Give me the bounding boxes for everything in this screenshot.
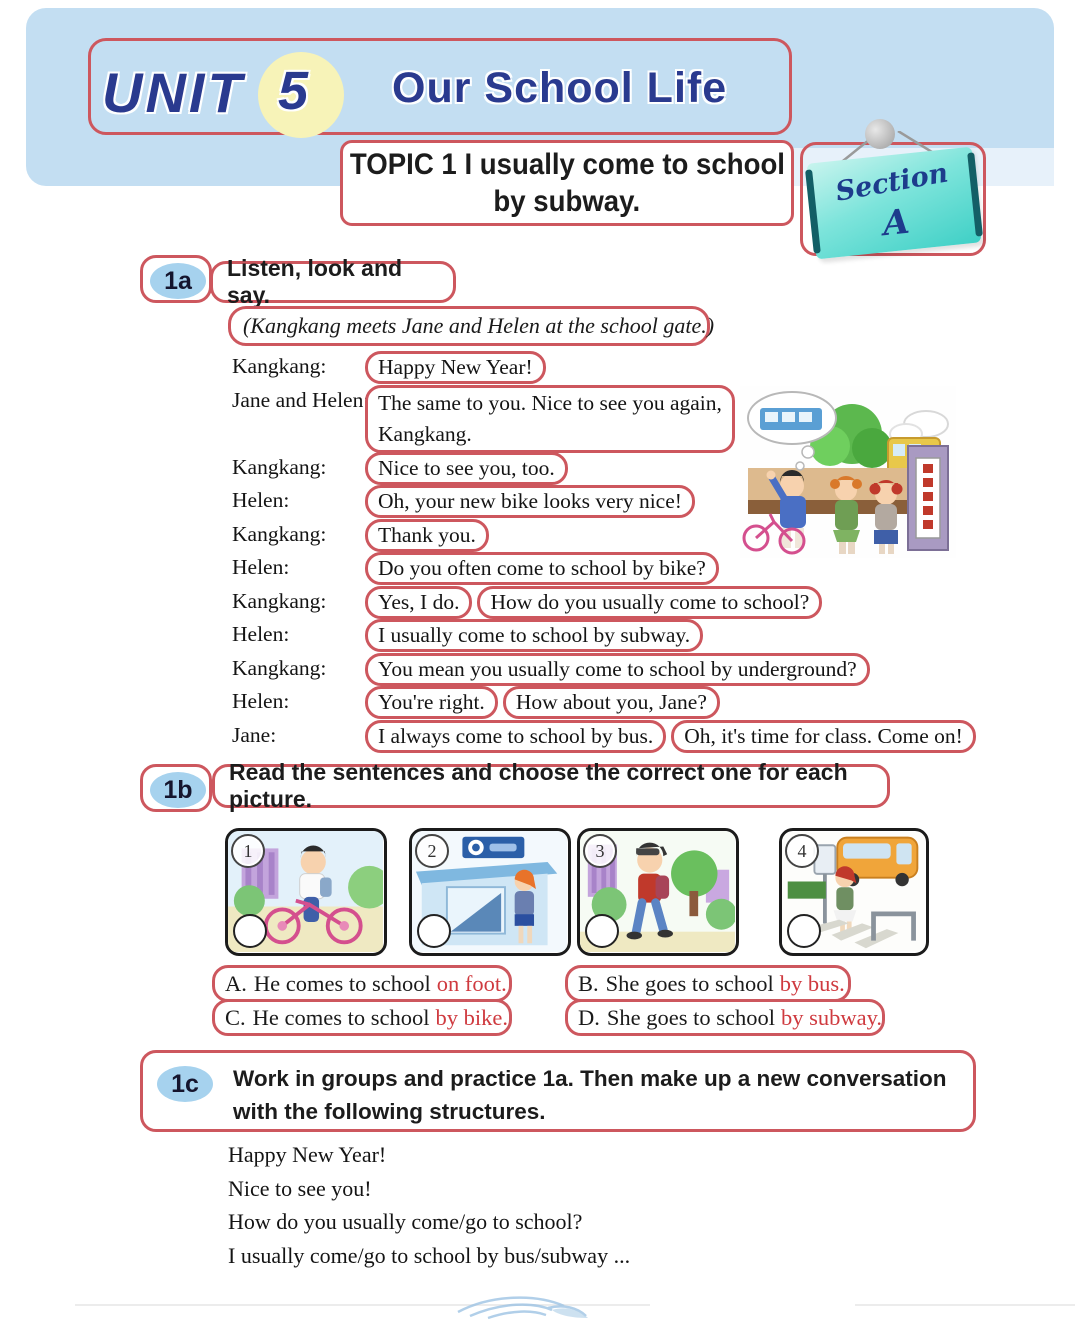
speaker-name: Kangkang:	[232, 655, 327, 680]
picture-3-answer-circle[interactable]	[585, 914, 619, 948]
speaker-name: Helen:	[232, 555, 290, 579]
unit-title: Our School Life	[392, 64, 728, 112]
option-b-label: B.	[578, 970, 599, 996]
stage-direction: (Kangkang meets Jane and Helen at the school gate.)	[243, 313, 715, 338]
section-1c-annotation-box	[140, 1050, 976, 1132]
option-b-text: She goes to school	[605, 970, 774, 996]
speech-annotation-box: Happy New Year!	[365, 351, 546, 384]
footer-rule-right	[855, 1304, 1075, 1306]
heading-1a-box	[210, 255, 456, 308]
speech-annotation-box: Nice to see you, too.	[365, 452, 568, 485]
badge-1b: 1b	[150, 772, 206, 808]
section-word: Section	[833, 157, 951, 208]
option-d-highlight: by subway.	[781, 1004, 883, 1030]
badge-1a-annotation-box	[140, 255, 212, 303]
speech-annotation-box: I usually come to school by subway.	[365, 619, 703, 652]
heading-1b: Read the sentences and choose the correct one for each picture.	[229, 759, 848, 812]
dialogue-line	[232, 619, 992, 653]
topic-annotation-box	[340, 140, 794, 226]
badge-1b-annotation-box	[140, 764, 212, 812]
structure-list	[228, 1142, 630, 1276]
speech-annotation-box: Yes, I do.	[365, 586, 472, 619]
option-a-label: A.	[225, 970, 247, 996]
picture-1-number: 1	[231, 834, 265, 868]
structure-item: Happy New Year!	[228, 1142, 387, 1167]
speaker-name: Kangkang:	[232, 354, 327, 378]
picture-1	[225, 828, 387, 956]
dialogue-line	[232, 686, 992, 720]
unit-number: 5	[278, 61, 309, 121]
speaker-name: Jane:	[232, 722, 277, 747]
picture-4	[779, 828, 929, 956]
option-d-text: She goes to school	[606, 1004, 775, 1030]
pin-icon	[865, 119, 895, 149]
dialogue-line	[232, 720, 992, 754]
stage-direction-box	[228, 306, 715, 346]
heading-1b-box	[212, 759, 890, 812]
structure-item: How do you usually come/go to school?	[228, 1209, 583, 1234]
structure-item: Nice to see you!	[228, 1175, 372, 1201]
speech-annotation-box: Oh, your new bike looks very nice!	[365, 485, 695, 518]
option-d	[565, 999, 885, 1036]
speech-annotation-box: How do you usually come to school?	[477, 586, 822, 619]
school-gate-illustration	[740, 386, 956, 558]
section-a-sign	[806, 147, 981, 260]
option-c-label: C.	[225, 1004, 246, 1030]
speech-annotation-box: I always come to school by bus.	[365, 720, 666, 753]
option-c-highlight: by bike.	[435, 1004, 508, 1030]
topic-title-line1: TOPIC 1 I usually come to school	[349, 148, 785, 181]
option-a-text: He comes to school	[253, 970, 431, 996]
picture-3-number: 3	[583, 834, 617, 868]
dialogue-line	[232, 586, 992, 620]
topic-title-line2: by subway.	[493, 185, 641, 218]
section-a-annotation-box	[800, 142, 986, 256]
heading-1c: Work in groups and practice 1a. Then make up a new conversation with the following structures.	[233, 1066, 947, 1124]
option-a-highlight: on foot.	[436, 970, 507, 996]
speaker-name: Kangkang:	[232, 454, 327, 479]
speech-annotation-box: You mean you usually come to school by underground?	[365, 653, 870, 686]
picture-4-answer-circle[interactable]	[787, 914, 821, 948]
speaker-name: Helen:	[232, 622, 290, 646]
option-d-label: D.	[578, 1004, 600, 1030]
speaker-name: Jane and Helen:	[232, 387, 370, 412]
structure-item: I usually come/go to school by bus/subway ...	[228, 1242, 631, 1268]
dialogue-line	[232, 653, 992, 687]
dialogue-line	[232, 351, 992, 385]
badge-1c: 1c	[157, 1066, 213, 1102]
speech-annotation-box: Oh, it's time for class. Come on!	[671, 720, 976, 753]
speech-annotation-box: Do you often come to school by bike?	[365, 552, 719, 585]
unit-label: UNIT	[102, 61, 245, 124]
speaker-name: Helen:	[232, 689, 290, 713]
speaker-name: Kangkang:	[232, 588, 327, 613]
speaker-name: Kangkang:	[232, 521, 327, 546]
badge-1a: 1a	[150, 263, 206, 299]
picture-2-number: 2	[415, 834, 449, 868]
option-b-highlight: by bus.	[779, 970, 845, 996]
heading-1a: Listen, look and say.	[227, 255, 403, 308]
option-c-text: He comes to school	[252, 1004, 430, 1030]
option-a	[212, 965, 512, 1002]
speech-annotation-box: You're right.	[365, 686, 498, 719]
speech-annotation-box: Thank you.	[365, 519, 489, 552]
speech-annotation-box: The same to you. Nice to see you again, Kangkang.	[365, 385, 735, 453]
picture-3	[577, 828, 739, 956]
speech-annotation-box: How about you, Jane?	[503, 686, 720, 719]
picture-1-answer-circle[interactable]	[233, 914, 267, 948]
picture-2	[409, 828, 571, 956]
picture-2-answer-circle[interactable]	[417, 914, 451, 948]
option-c	[212, 999, 512, 1036]
wave-swirl-icon	[452, 1290, 592, 1320]
speaker-name: Helen:	[232, 488, 290, 512]
option-b	[565, 965, 851, 1002]
section-letter: A	[880, 201, 912, 245]
picture-4-number: 4	[785, 834, 819, 868]
